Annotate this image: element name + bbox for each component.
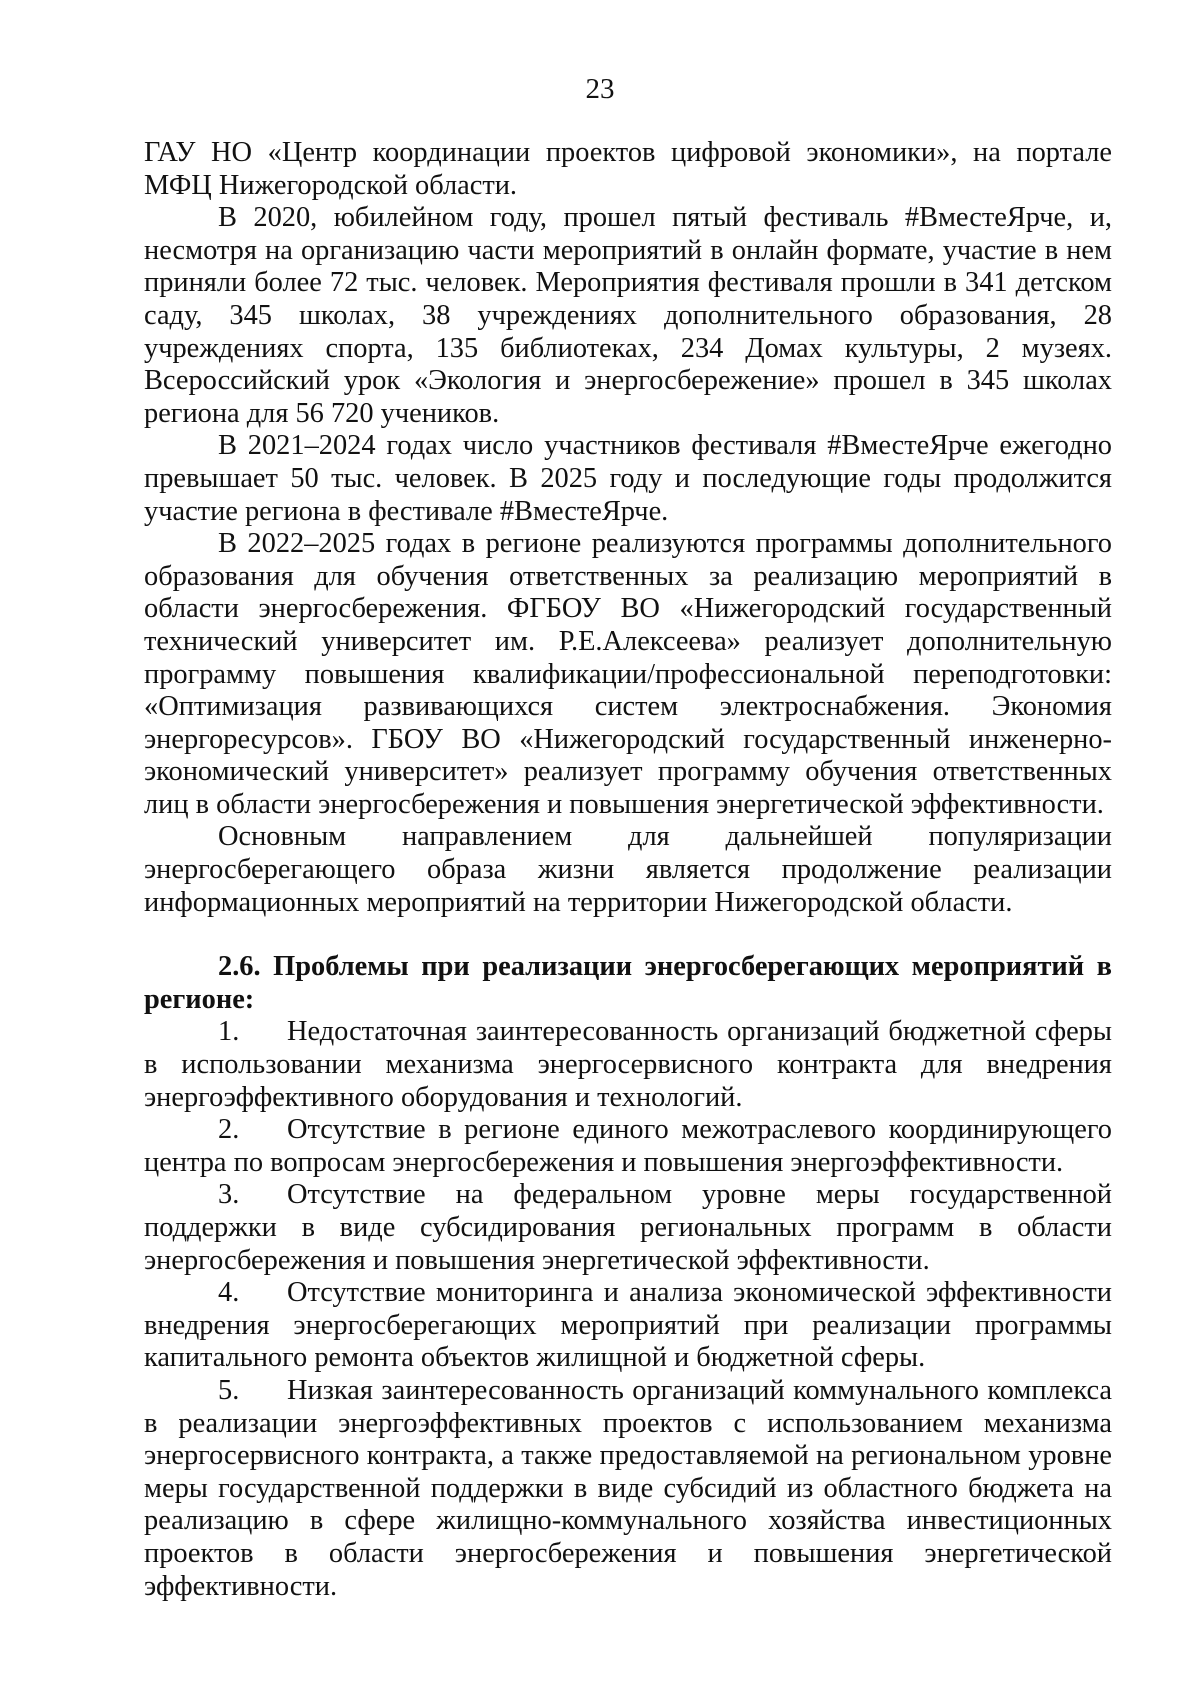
document-body bbox=[144, 137, 1112, 1603]
section-heading: 2.6. Проблемы при реализации энергосберегающих мероприятий в регионе: bbox=[144, 951, 1112, 1015]
list-item-text: Недостаточная заинтересованность организаций бюджетной сферы в использовании механизма энергосервисного контракта для внедрения энергоэффективного оборудования и технологий. bbox=[144, 1016, 1112, 1113]
page-number: 23 bbox=[585, 73, 615, 105]
list-item bbox=[144, 1179, 1112, 1277]
list-item-text: Отсутствие на федеральном уровне меры государственной поддержки в виде субсидирования региональных программ в области энергосбережения и повышения энергетической эффективности. bbox=[144, 1179, 1112, 1276]
list-item-number: 2. bbox=[218, 1114, 240, 1146]
paragraph-education-programs: В 2022–2025 годах в регионе реализуются программы дополнительного образования для обучения ответственных за реализацию мероприятий в области энергосбережения. ФГБОУ ВО «Нижегородский государственный технический университет им. Р.Е.Алексеева» реализует дополнительную программу повышения квалификации/профессиональной переподготовки: «Оптимизация развивающихся систем электроснабжения. Экономия энергоресурсов». ГБОУ ВО «Нижегородский государственный инженерно-экономический университет» реализует программу обучения ответственных лиц в области энергосбережения и повышения энергетической эффективности. bbox=[144, 528, 1112, 820]
list-item bbox=[144, 1277, 1112, 1375]
list-item-text: Отсутствие мониторинга и анализа экономической эффективности внедрения энергосберегающих мероприятий при реализации программы капитального ремонта объектов жилищной и бюджетной сферы. bbox=[144, 1277, 1112, 1374]
list-item bbox=[144, 1016, 1112, 1114]
list-item-number: 5. bbox=[218, 1374, 240, 1406]
paragraph-main-direction: Основным направлением для дальнейшей популяризации энергосберегающего образа жизни является продолжение реализации информационных мероприятий на территории Нижегородской области. bbox=[144, 821, 1112, 918]
paragraph-festival-2020: В 2020, юбилейном году, прошел пятый фестиваль #ВместеЯрче, и, несмотря на организацию части мероприятий в онлайн формате, участие в нем приняли более 72 тыс. человек. Мероприятия фестиваля прошли в 341 детском саду, 345 школах, 38 учреждениях дополнительного образования, 28 учреждениях спорта, 135 библиотеках, 234 Домах культуры, 2 музеях. Всероссийский урок «Экология и энергосбережение» прошел в 345 школах региона для 56 720 учеников. bbox=[144, 202, 1112, 429]
list-item-number: 1. bbox=[218, 1016, 240, 1048]
list-item-text: Низкая заинтересованность организаций коммунального комплекса в реализации энергоэффективных проектов с использованием механизма энергосервисного контракта, а также предоставляемой на региональном уровне меры государственной поддержки в виде субсидий из областного бюджета на реализацию в сфере жилищно-коммунального хозяйства инвестиционных проектов в области энергосбережения и повышения энергетической эффективности. bbox=[144, 1374, 1112, 1602]
paragraph-continuation: ГАУ НО «Центр координации проектов цифровой экономики», на портале МФЦ Нижегородской области. bbox=[144, 137, 1112, 201]
list-item-number: 3. bbox=[218, 1179, 240, 1211]
list-item-number: 4. bbox=[218, 1277, 240, 1309]
list-item-text: Отсутствие в регионе единого межотраслевого координирующего центра по вопросам энергосбережения и повышения энергоэффективности. bbox=[144, 1114, 1112, 1178]
list-item bbox=[144, 1114, 1112, 1179]
list-item bbox=[144, 1375, 1112, 1603]
paragraph-festival-2021-2024: В 2021–2024 годах число участников фестиваля #ВместеЯрче ежегодно превышает 50 тыс. человек. В 2025 году и последующие годы продолжится участие региона в фестивале #ВместеЯрче. bbox=[144, 430, 1112, 527]
